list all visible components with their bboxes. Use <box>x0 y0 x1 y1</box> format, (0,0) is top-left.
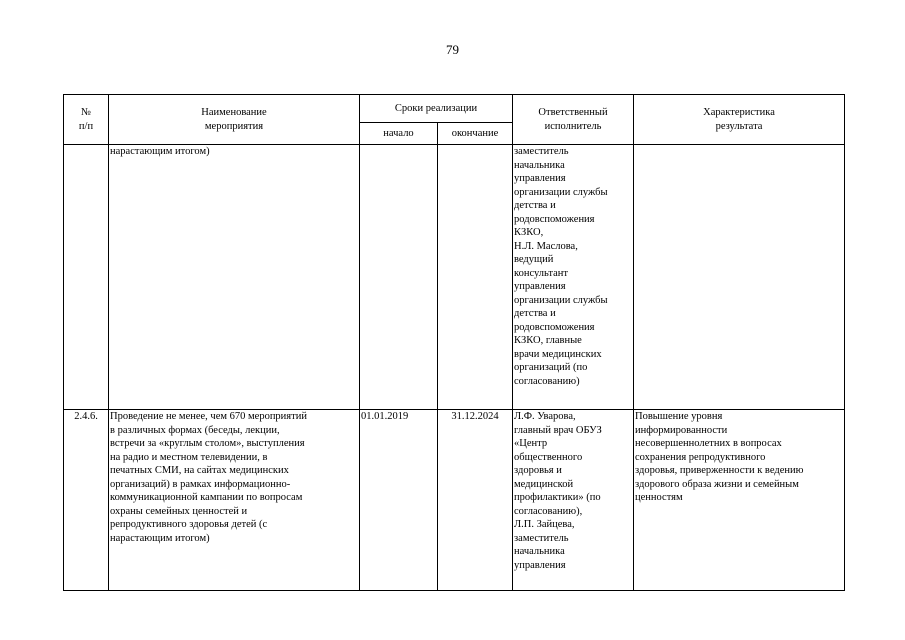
cell-start <box>360 145 438 410</box>
header-number: № п/п <box>64 95 109 145</box>
header-start: начало <box>360 123 438 145</box>
header-end: окончание <box>438 123 513 145</box>
page-number: 79 <box>446 42 459 57</box>
cell-number: 2.4.6. <box>64 410 109 591</box>
cell-name: Проведение не менее, чем 670 мероприятий в различных формах (беседы, лекции, встречи за «круглым столом», выступления на радио и местном телевидении, в печатных СМИ, на сайтах медицинских организаций) в рамках информационно- коммуникационной кампании по вопросам охраны семейных ценностей и репродуктивного здоровья детей (с нарастающим итогом) <box>109 410 360 591</box>
cell-end <box>438 145 513 410</box>
measures-table <box>63 94 845 591</box>
header-terms: Сроки реализации <box>360 95 513 123</box>
cell-result <box>634 145 845 410</box>
cell-number <box>64 145 109 410</box>
cell-responsible: заместитель начальника управления организации службы детства и родовспоможения КЗКО, Н.Л. Маслова, ведущий консультант управления организации службы детства и родовспоможения КЗКО, главные врачи медицинских организаций (по согласованию) <box>513 145 634 410</box>
table-row <box>64 145 845 410</box>
header-name: Наименование мероприятия <box>109 95 360 145</box>
cell-responsible: Л.Ф. Уварова, главный врач ОБУЗ «Центр общественного здоровья и медицинской профилактики» (по согласованию), Л.П. Зайцева, заместитель начальника управления <box>513 410 634 591</box>
cell-result: Повышение уровня информированности несовершеннолетних в вопросах сохранения репродуктивного здоровья, приверженности к ведению здорового образа жизни и семейным ценностям <box>634 410 845 591</box>
header-result: Характеристика результата <box>634 95 845 145</box>
cell-name: нарастающим итогом) <box>109 145 360 410</box>
header-responsible: Ответственный исполнитель <box>513 95 634 145</box>
cell-end: 31.12.2024 <box>438 410 513 591</box>
table-row <box>64 410 845 591</box>
cell-start: 01.01.2019 <box>360 410 438 591</box>
